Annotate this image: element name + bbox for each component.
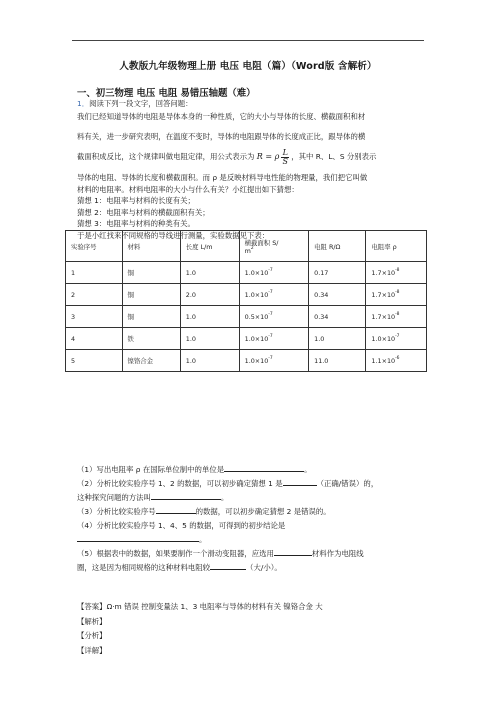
question-text: （4）分析比较实验序号 1、4、5 的数据，可得到的初步结论是 (77, 521, 286, 530)
cell-area-base: 1.0×10 (244, 268, 269, 277)
fenxi-label: 【分析】 (77, 631, 107, 640)
table-header-row (66, 231, 427, 262)
cell-material: 铜 (122, 284, 180, 306)
question-3 (77, 505, 427, 519)
cell-length: 1.0 (180, 262, 239, 284)
answer-blank[interactable] (224, 463, 304, 472)
answer-blank[interactable] (151, 491, 221, 500)
cell-rho-base: 1.0×10 (371, 334, 396, 343)
cell-rho-base: 1.7×10 (371, 290, 396, 299)
cell-length: 2.0 (180, 284, 239, 306)
question-text: （正确/错误）的， (316, 479, 379, 488)
cell-area (239, 350, 308, 372)
cell-resistance: 11.0 (309, 350, 366, 372)
cell-resistance: 1.0 (309, 328, 366, 350)
header-rule (72, 40, 424, 41)
cell-index: 4 (66, 328, 123, 350)
cell-length: 1.0 (180, 350, 239, 372)
cell-rho-exp: -6 (395, 355, 400, 361)
cell-area-exp: -7 (268, 289, 273, 295)
question-5-cont (77, 561, 427, 575)
cell-resistance: 0.34 (309, 284, 366, 306)
cell-area (239, 306, 308, 328)
cell-index: 1 (66, 262, 123, 284)
question-number: 1． (77, 99, 90, 108)
paragraph-line-formula (77, 147, 421, 167)
cell-area-base: 1.0×10 (244, 356, 269, 365)
cell-resistivity (366, 284, 427, 306)
paragraph-line: 料有关，进一步研究表明，在温度不变时，导体的电阻跟导体的长度成正比，跟导体的横 (77, 132, 366, 141)
cell-resistance: 0.17 (309, 262, 366, 284)
header-unit: m (244, 246, 251, 255)
table-intro: 于是小红找来不同规格的导线进行测量，实验数据见下表： (77, 230, 270, 240)
cell-rho-exp: -7 (395, 333, 400, 339)
header-cell: 电阻 R/Ω (309, 231, 366, 262)
paragraph-line: 我们已经知道导体的电阻是导体本身的一种性质，它的大小与导体的长度、横截面积和材 (77, 112, 366, 121)
header-unit-exponent: 2 (250, 245, 254, 251)
cell-material: 铜 (122, 306, 180, 328)
cell-resistivity (366, 262, 427, 284)
question-text: 圈，这是因为相同规格的这种材料电阻较 (77, 563, 211, 572)
cell-area-base: 1.0×10 (244, 290, 269, 299)
question-text: 。 (199, 535, 207, 544)
question-4-blank-line (77, 533, 427, 547)
paragraph (77, 107, 421, 167)
header-cell: 材料 (122, 231, 180, 262)
answer-line: 【答案】Ω·m 错误 控制变量法 1、3 电阻率与导体的材料有关 镍铬合金 大 (77, 602, 323, 611)
cell-area (239, 284, 308, 306)
cell-material: 镍铬合金 (122, 350, 180, 372)
cell-rho-exp: -8 (395, 311, 400, 317)
question-text: （3）分析比较实验序号 (77, 507, 156, 516)
cell-area-exp: -7 (268, 333, 273, 339)
question-text: 。 (220, 493, 229, 502)
detail-label: 【详解】 (77, 646, 107, 655)
cell-rho-base: 1.1×10 (371, 356, 396, 365)
answer-blank[interactable] (274, 547, 312, 556)
cell-rho-exp: -8 (395, 289, 400, 295)
questions-block (77, 463, 427, 575)
cell-resistivity (366, 306, 427, 328)
question-text: 材料作为电阻线 (311, 549, 364, 558)
question-text: （1）写出电阻率 ρ 在国际单位制中的单位是 (77, 465, 225, 474)
question-intro-text: 阅读下列一段文字，回答问题： (89, 99, 193, 108)
header-cell-area (239, 231, 308, 262)
cell-index: 2 (66, 284, 123, 306)
paragraph-text: ，其中 R、L、S 分别表示 (291, 152, 377, 161)
guess-item: 猜想 2：电阻率与材料的横截面积有关； (77, 207, 210, 217)
cell-area-base: 1.0×10 (244, 334, 269, 343)
section-heading: 一、初三物理 电压 电阻 易错压轴题（难） (77, 88, 256, 99)
question-4 (77, 519, 427, 533)
cell-resistivity (366, 350, 427, 372)
analysis-label: 【解析】 (77, 617, 107, 626)
data-table (65, 230, 427, 372)
table-row (66, 306, 427, 328)
question-text: （5）根据表中的数据，如果要制作一个滑动变阻器，应选用 (77, 549, 274, 558)
answer-blank[interactable] (283, 477, 317, 486)
cell-resistivity (366, 328, 427, 350)
cell-index: 3 (66, 306, 123, 328)
guess-item: 猜想 3：电阻率与材料的种类有关。 (77, 219, 195, 228)
header-cell: 长度 L/m (180, 231, 239, 262)
question-text: 的数据，可以初步确定猜想 2 是错误的。 (195, 507, 331, 516)
question-2-cont (77, 491, 427, 505)
cell-area (239, 328, 308, 350)
table-row (66, 284, 427, 306)
question-2 (77, 477, 427, 491)
answer-blank[interactable] (156, 505, 196, 514)
formula-lhs: R = ρ (256, 152, 280, 161)
cell-area-exp: -7 (268, 355, 273, 361)
question-1 (77, 463, 427, 477)
answer-blank[interactable] (210, 561, 246, 570)
question-text: （2）分析比较实验序号 1、2 的数据，可以初步确定猜想 1 是 (77, 479, 283, 488)
paragraph-line: 材料的电阻率。材料电阻率的大小与什么有关？小红提出如下猜想： (77, 184, 299, 194)
cell-area-exp: -7 (268, 311, 273, 317)
cell-resistance: 0.34 (309, 306, 366, 328)
table-row (66, 262, 427, 284)
cell-index: 5 (66, 350, 123, 372)
cell-length: 1.0 (180, 306, 239, 328)
guess-item: 猜想 1：电阻率与材料的长度有关； (77, 196, 195, 205)
fraction-denominator: S (282, 156, 288, 166)
cell-rho-base: 1.7×10 (371, 268, 396, 277)
cell-area (239, 262, 308, 284)
document-title: 人教版九年级物理上册 电压 电阻（篇）（Word版 含解析） (119, 61, 377, 72)
header-cell: 实验序号 (66, 231, 123, 262)
cell-length: 1.0 (180, 328, 239, 350)
cell-material: 铜 (122, 262, 180, 284)
formula-fraction (281, 149, 289, 166)
fraction-numerator: L (282, 147, 288, 157)
answer-blank[interactable] (77, 533, 199, 542)
question-text: （大/小）。 (246, 563, 282, 572)
question-5 (77, 547, 427, 561)
paragraph-text: 截面积成反比，这个规律叫做电阻定律，用公式表示为 (77, 152, 255, 161)
table-row (66, 328, 427, 350)
question-text: 这种探究问题的方法叫 (77, 493, 151, 502)
cell-rho-base: 1.7×10 (371, 312, 396, 321)
question-text: 。 (304, 465, 312, 474)
header-cell: 电阻率 ρ (366, 231, 427, 262)
header-cell-text: 横截面积 S/ (244, 238, 279, 247)
cell-area-exp: -7 (268, 267, 273, 273)
cell-rho-exp: -8 (395, 267, 400, 273)
cell-material: 铁 (122, 328, 180, 350)
cell-area-base: 0.5×10 (244, 312, 269, 321)
paragraph-line: 导体的电阻、导体的长度和横截面积。而 ρ 是反映材料导电性能的物理量，我们把它叫做 (77, 173, 368, 182)
table-row (66, 350, 427, 372)
